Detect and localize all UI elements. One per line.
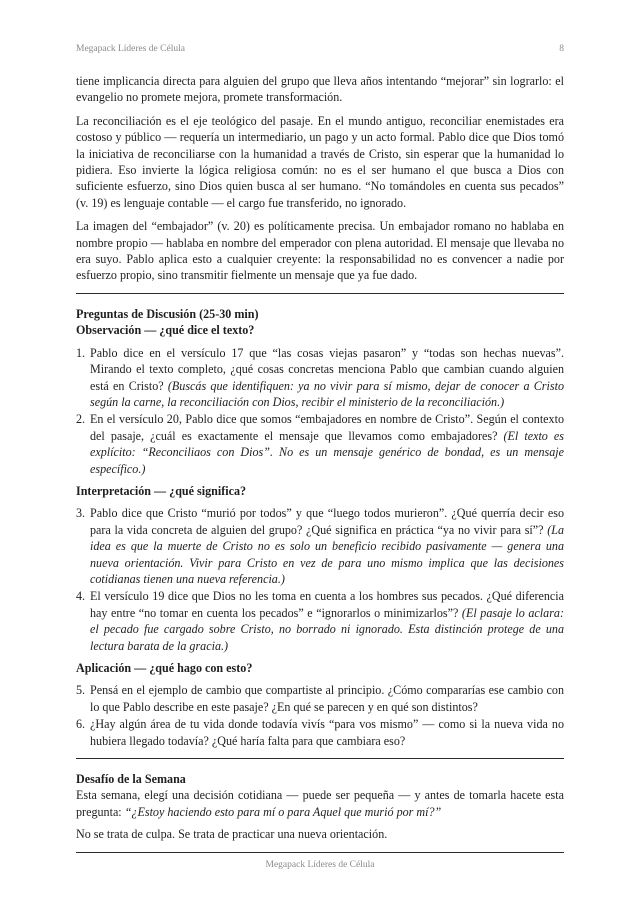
section-divider [76, 852, 564, 853]
leader-note: (La idea es que la muerte de Cristo no es solo un beneficio recibido pasivamente — genera una nueva orientación. Vivir para Cristo en vez de para uno mismo implica que las decisiones cotidianas tienen una nueva referencia.) [90, 522, 564, 586]
intro-paragraph: La imagen del “embajador” (v. 20) es políticamente precisa. Un embajador romano no hablaba en nombre propio — hablaba en nombre del emperador con plena autoridad. El mensaje que llevaba no era suyo. Pablo aplica esto a cualquier creyente: la responsabilidad no es convencer a nadie por esfuerzo propio, sino transmitir fielmente un mensaje que ya fue dado. [76, 219, 564, 283]
question-number: 3. [76, 506, 86, 521]
desafio-closing: No se trata de culpa. Se trata de practicar una nueva orientación. [76, 827, 388, 842]
leader-note: (Buscás que identifiquen: ya no vivir para sí mismo, dejar de conocer a Cristo según la carne, la reconciliación con Dios, recibir el ministerio de la reconciliación.) [90, 378, 564, 409]
question-text: Pensá en el ejemplo de cambio que compartiste al principio. ¿Cómo compararías ese cambio con lo que Pablo describe en este pasaje? ¿En qué se parecen y en qué son distintos? [90, 683, 564, 714]
question-item [76, 345, 564, 411]
question-text: Pablo dice en el versículo 17 que “las cosas viejas pasaron” y “todas son hechas nuevas”. Mirando el texto completo, ¿qué cosas concretas menciona Pablo que cambian cuando alguien está en Cristo? [90, 345, 564, 393]
intro-paragraph: La reconciliación es el eje teológico del pasaje. En el mundo antiguo, reconciliar enemistades era costoso y público — requería un intermediario, un pago y un acto formal. Pablo dice que Dios tomó la iniciativa de reconciliarse con la humanidad a través de Cristo, sin esperar que la humanidad lo pidiera. Eso invierte la lógica religiosa común: no es el ser humano el que busca a Dios con suficiente esfuerzo, sino Dios quien busca al ser humano. “No tomándoles en cuenta sus pecados” (v. 19) es lenguaje contable — el cargo fue transferido, no ignorado. [76, 113, 564, 210]
section-divider [76, 758, 564, 759]
question-text: ¿Hay algún área de tu vida donde todavía vivís “para vos mismo” — como si la nueva vida no hubiera llegado todavía? ¿Qué haría falta para que cambiara eso? [90, 717, 564, 748]
discussion-title: Preguntas de Discusión (25-30 min) [76, 306, 259, 321]
question-text: El versículo 19 dice que Dios no les toma en cuenta a los hombres sus pecados. ¿Qué diferencia hay entre “no tomar en cuenta los pecados” e “ignorarlos o minimizarlos”? [90, 589, 564, 620]
question-number: 5. [76, 683, 86, 698]
header-title: Megapack Líderes de Célula [76, 44, 185, 54]
leader-note: (El pasaje lo aclara: el pecado fue cargado sobre Cristo, no borrado ni ignorado. Esta distinción protege de una lectura barata de la gracia.) [90, 605, 564, 653]
question-item [76, 505, 564, 587]
desafio-text: Esta semana, elegí una decisión cotidiana — puede ser pequeña — y antes de tomarla hacete esta pregunta: [76, 788, 564, 819]
question-text: En el versículo 20, Pablo dice que somos “embajadores en nombre de Cristo”. Según el contexto del pasaje, ¿cuál es exactamente el mensaje que llevamos como embajadores? [90, 412, 564, 443]
page-number: 8 [559, 44, 564, 54]
question-number: 2. [76, 412, 86, 427]
aplicacion-heading: Aplicación — ¿qué hago con esto? [76, 661, 253, 675]
section-divider [76, 293, 564, 294]
question-number: 4. [76, 589, 86, 604]
interpretacion-heading: Interpretación — ¿qué significa? [76, 483, 247, 498]
question-item [76, 716, 564, 749]
desafio-title: Desafío de la Semana [76, 772, 186, 787]
leader-note: (El texto es explícito: “Reconciliaos con Dios”. No es un mensaje genérico de bondad, es un mensaje específico.) [90, 428, 564, 476]
interpretacion-list [76, 505, 564, 654]
desafio-question: “¿Estoy haciendo esto para mí o para Aquel que murió por mí?” [124, 804, 442, 819]
question-number: 6. [76, 717, 86, 732]
running-header [76, 44, 564, 54]
observacion-heading: Observación — ¿qué dice el texto? [76, 323, 255, 338]
question-item [76, 588, 564, 654]
question-item [76, 682, 564, 715]
observacion-list [76, 345, 564, 477]
desafio-paragraph [76, 787, 564, 820]
intro-paragraph: tiene implicancia directa para alguien del grupo que lleva años intentando “mejorar” sin lograrlo: el evangelio no promete mejora, promete transformación. [76, 74, 564, 105]
question-item [76, 411, 564, 477]
question-number: 1. [76, 345, 86, 360]
question-text: Pablo dice que Cristo “murió por todos” y que “luego todos murieron”. ¿Qué querría decir eso para la vida concreta de alguien del grupo? ¿Qué significa en práctica “ya no vivir para sí”? [90, 506, 564, 537]
aplicacion-list [76, 682, 564, 749]
running-footer: Megapack Líderes de Célula [265, 860, 375, 870]
page-content [76, 73, 564, 865]
